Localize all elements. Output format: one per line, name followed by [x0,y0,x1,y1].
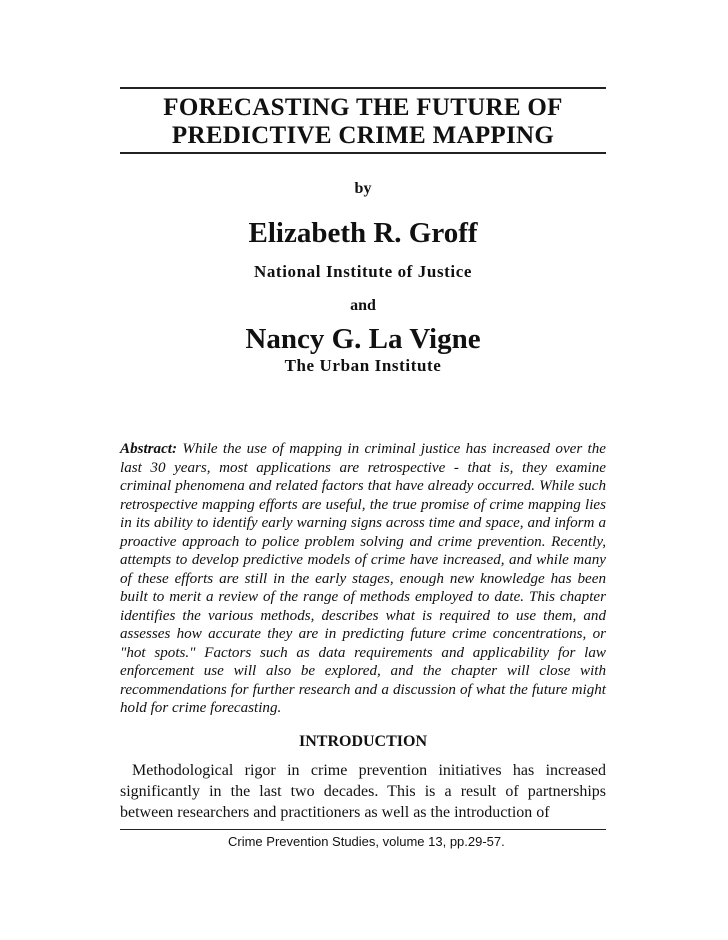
author-name-2: Nancy G. La Vigne [245,323,481,355]
byline: by [354,180,372,197]
abstract-text: While the use of mapping in criminal justice has increased over the last 30 years, most applications are retrospective - that is, they examine criminal phenomena and related factors that have already occurred. While such retrospective mapping efforts are useful, the true promise of crime mapping lies in its ability to identify early warning signs across time and space, and inform a proactive approach to police problem solving and crime prevention. Recently, attempts to develop predictive models of crime have increased, and while many of these efforts are still in the early stages, enough new knowledge has been built to merit a review of the range of methods employed to date. This chapter identifies the various methods, describes what is required to use them, and assesses how accurate they are in predicting future crime concentrations, or "hot spots." Factors such as data requirements and applicability for law enforcement use will also be explored, and the chapter will close with recommendations for further research and a discussion of what the future might hold for crime forecasting. [120,441,606,716]
title-top-rule [120,87,606,89]
author-affiliation-2: The Urban Institute [284,356,442,375]
title-bottom-rule [120,152,606,154]
introduction-paragraph: Methodological rigor in crime prevention initiatives has increased significantly in the last two decades. This is a result of partnerships between researchers and practitioners as well as the introduction of [120,762,606,821]
introduction-heading: INTRODUCTION [298,733,427,750]
title-line-1: FORECASTING THE FUTURE OF [163,94,563,121]
footer-citation: Crime Prevention Studies, volume 13, pp.29-57. [228,834,505,849]
and-separator: and [350,297,376,314]
footer-rule [120,829,606,830]
author-name-1: Elizabeth R. Groff [248,217,478,249]
author-affiliation-1: National Institute of Justice [253,262,473,281]
title-line-2: PREDICTIVE CRIME MAPPING [171,122,555,149]
abstract-block [120,440,606,718]
abstract-label: Abstract: [120,441,178,457]
